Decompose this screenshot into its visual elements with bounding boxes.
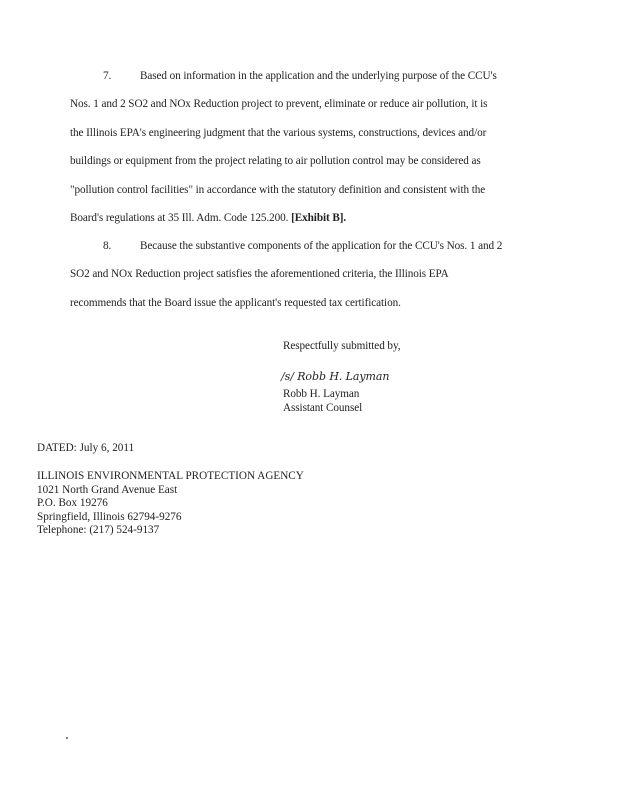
paragraph-number: 7. (103, 70, 112, 82)
signature: /s/ Robb H. Layman (281, 370, 390, 383)
paragraph-line (70, 212, 346, 224)
paragraph-line: "pollution control facilities" in accordance with the statutory definition and consistent with the (70, 184, 486, 196)
scan-speck (66, 737, 68, 739)
dated-text: DATED: July 6, 2011 (37, 442, 135, 454)
agency-address (37, 470, 304, 538)
paragraph-number: 8. (103, 240, 112, 252)
paragraph-line: the Illinois EPA's engineering judgment that the various systems, constructions, devices and/or (70, 127, 487, 139)
date-line (37, 442, 134, 456)
paragraph-line: recommends that the Board issue the applicant's requested tax certification. (70, 297, 401, 309)
agency-city: Springfield, Illinois 62794-9276 (37, 510, 182, 523)
agency-name: ILLINOIS ENVIRONMENTAL PROTECTION AGENCY (37, 470, 304, 482)
paragraph-line: buildings or equipment from the project relating to air pollution control may be considered as (70, 155, 481, 167)
signer-name: Robb H. Layman (283, 388, 360, 400)
exhibit-reference: [Exhibit B]. (291, 212, 347, 224)
agency-street: 1021 North Grand Avenue East (37, 483, 178, 496)
signer-title: Assistant Counsel (283, 402, 363, 414)
paragraph-text: Because the substantive components of the application for the CCU's Nos. 1 and 2 (140, 240, 503, 252)
agency-telephone: Telephone: (217) 524-9137 (37, 524, 160, 537)
closing-text: Respectfully submitted by, (283, 340, 401, 352)
paragraph-line: Nos. 1 and 2 SO2 and NOx Reduction project to prevent, eliminate or reduce air pollution, it is (70, 98, 488, 110)
paragraph-line: SO2 and NOx Reduction project satisfies the aforementioned criteria, the Illinois EPA (70, 268, 449, 280)
paragraph-text: Based on information in the application and the underlying purpose of the CCU's (140, 70, 497, 82)
agency-po-box: P.O. Box 19276 (37, 497, 108, 510)
paragraph-text: Board's regulations at 35 Ill. Adm. Code 125.200. (70, 212, 289, 224)
